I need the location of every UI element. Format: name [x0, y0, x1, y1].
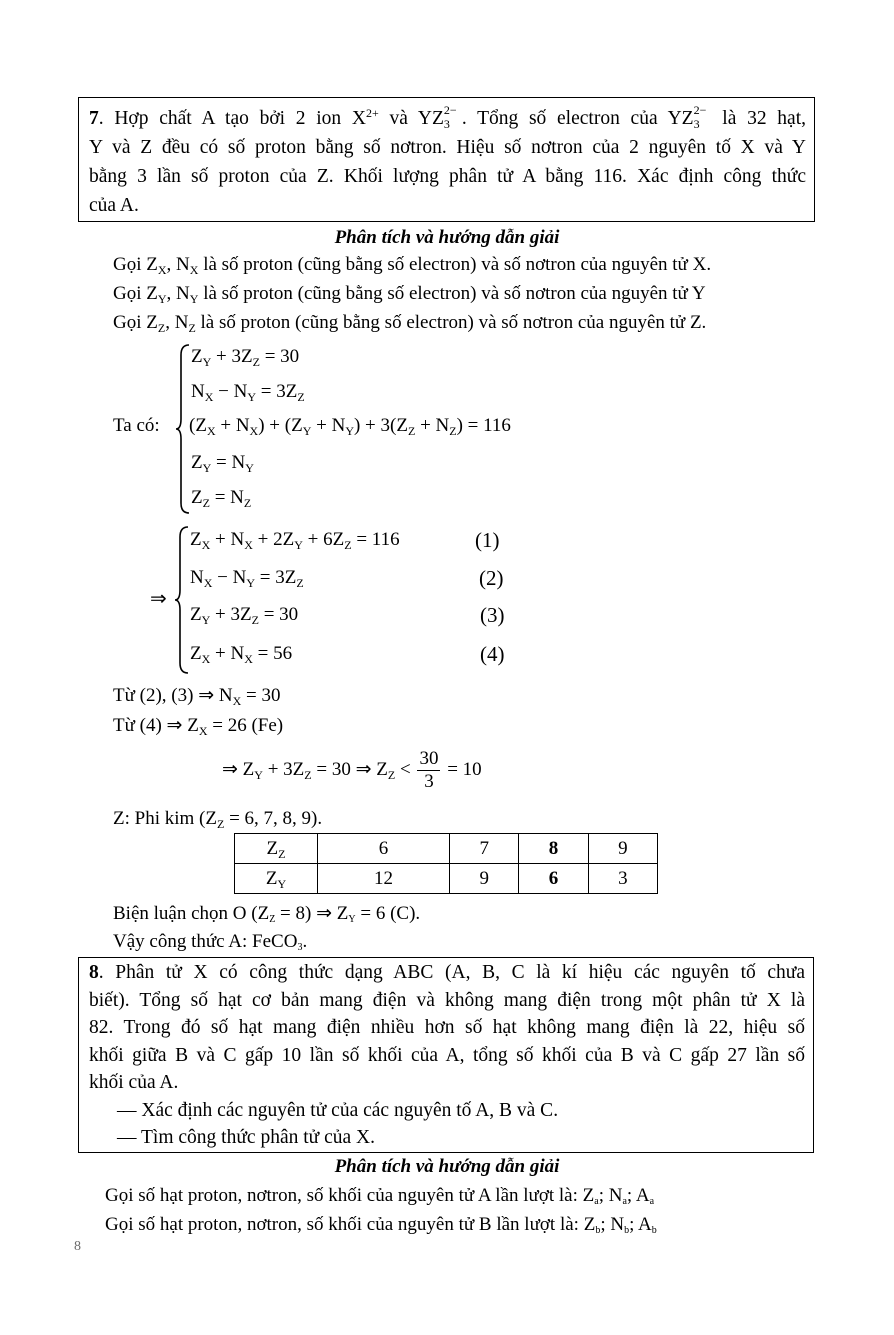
system-2-eq-2: $N_X - N_Y = 3Z_Z$ [190, 567, 304, 590]
problem-8-line-4: khối giữa B và C gấp 10 lần số khối của A, tổng số khối của B và C gấp 27 lần số [89, 1044, 805, 1066]
problem-8-task-1: — Xác định các nguyên tử của các nguyên tố A, B và C. [117, 1099, 559, 1121]
implies-arrow: ⇒ [150, 588, 167, 610]
step-1: Từ (2), (3) ⇒ $N_X = 30$ [113, 685, 281, 708]
table-cell: 6 [318, 834, 450, 864]
conclusion-2: Vậy công thức A: FeCO$_3$. [113, 931, 308, 953]
problem-8-box [78, 957, 814, 1153]
problem-7-box [78, 97, 815, 222]
problem-8-line-1: 8. Phân tử X có công thức dạng ABC (A, B, C là kí hiệu các nguyên tố chưa [89, 962, 805, 983]
problem-7-line-4: của A. [89, 195, 139, 216]
step-2: Từ (4) ⇒ $Z_X = 26$ (Fe) [113, 715, 284, 738]
conclusion-1: Biện luận chọn O $(Z_Z = 8)$ ⇒ $Z_Y = 6$ (C). [113, 903, 421, 925]
table-cell: 3 [588, 864, 657, 894]
page-number: 8 [74, 1239, 81, 1254]
solution-7-heading: Phân tích và hướng dẫn giải [334, 227, 560, 248]
table-cell: 7 [450, 834, 519, 864]
solution-8-line-2: Gọi số hạt proton, nơtron, số khối của nguyên tử B lần lượt là: $Z_b$; $N_b$; $A_b$ [105, 1214, 657, 1236]
solution-8-line-1: Gọi số hạt proton, nơtron, số khối của nguyên tử A lần lượt là: $Z_a$; $N_a$; $A_a$ [105, 1185, 655, 1207]
problem-8-line-2: biết). Tổng số hạt cơ bản mang điện và không mang điện trong một phân tử X là [89, 989, 805, 1011]
problem-number: 7 [89, 108, 99, 129]
table-row [235, 834, 658, 864]
table-cell: 6 [519, 864, 588, 894]
table-row-label: $Z_Y$ [235, 864, 318, 894]
table-cell: 9 [588, 834, 657, 864]
ta-co-label: Ta có: [113, 415, 160, 436]
problem-8-line-3: 82. Trong đó số hạt mang điện nhiều hơn số hạt không mang điện là 22, hiệu số [89, 1017, 805, 1038]
step-4: Z: Phi kim ($Z_Z = 6$, 7, 8, 9). [113, 808, 323, 831]
fraction: $\frac{30}{3}$ [419, 748, 439, 792]
system-2-tag-3: (3) [480, 603, 505, 627]
system-1-eq-5: $Z_Z = N_Z$ [191, 487, 252, 510]
definition-y: Gọi $Z_Y$, $N_Y$ là số proton (cũng bằng số electron) và số nơtron của nguyên tử Y [113, 283, 706, 306]
system-2-eq-4: $Z_X + N_X = 56$ [190, 643, 293, 666]
table-row-label: $Z_Z$ [235, 834, 318, 864]
table-cell: 9 [450, 864, 519, 894]
left-brace-system-2 [174, 525, 190, 675]
problem-7-text [89, 104, 806, 220]
step-3: ⇒ $Z_Y + 3Z_Z = 30$ ⇒ $Z_Z$ < $\frac{30}{3}$ = 10 [222, 748, 482, 792]
system-1-eq-3: $(Z_X + N_X) + (Z_Y + N_Y) + 3(Z_Z + N_Z) = 116$ [189, 415, 511, 438]
problem-8-line-5: khối của A. [89, 1072, 179, 1093]
system-1-eq-4: $Z_Y = N_Y$ [191, 452, 254, 475]
system-2-tag-1: (1) [475, 528, 500, 552]
definition-x: Gọi $Z_X$, $N_X$ là số proton (cũng bằng số electron) và số nơtron của nguyên tử X. [113, 254, 712, 277]
problem-8-task-2: — Tìm công thức phân tử của X. [117, 1127, 375, 1148]
system-2-eq-3: $Z_Y + 3Z_Z = 30$ [190, 604, 299, 627]
system-2-tag-2: (2) [479, 566, 504, 590]
problem-7-line-2: Y và Z đều có số proton bằng số nơtron. Hiệu số nơtron của 2 nguyên tố X và Y [89, 137, 806, 158]
system-2-eq-1: $Z_X + N_X + 2Z_Y + 6Z_Z = 116$ [190, 529, 400, 552]
problem-7-line-1: 7. Hợp chất A tạo bởi 2 ion $X^{2+}$ và YZ 2− 3 . Tổng số electron của YZ 2− 3 là 32 hạt, [89, 103, 807, 131]
system-1-eq-1: $Z_Y + 3Z_Z = 30$ [191, 346, 300, 369]
anion-formula: YZ 2− 3 [667, 103, 707, 131]
definition-z: Gọi $Z_Z$, $N_Z$ là số proton (cũng bằng số electron) và số nơtron của nguyên tử Z. [113, 312, 707, 335]
table-cell: 8 [519, 834, 588, 864]
system-2-tag-4: (4) [480, 642, 505, 666]
problem-7-line-3: bằng 3 lần số proton của Z. Khối lượng phân tử A bằng 116. Xác định công thức [89, 166, 806, 187]
values-table [234, 833, 658, 894]
anion-formula: YZ 2− 3 [417, 103, 457, 131]
solution-8-heading: Phân tích và hướng dẫn giải [334, 1156, 560, 1177]
problem-number: 8 [89, 962, 99, 983]
table-row [235, 864, 658, 894]
table-cell: 12 [318, 864, 450, 894]
system-1-eq-2: $N_X - N_Y = 3Z_Z$ [191, 381, 305, 404]
problem-8-text [89, 959, 805, 1152]
